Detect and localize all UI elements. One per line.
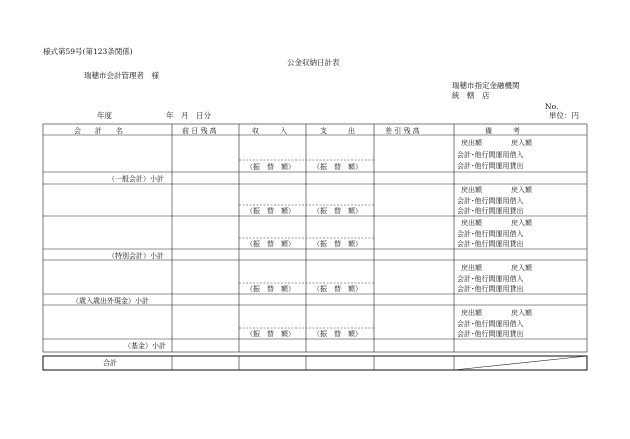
remark-lend: 会計･他行間運用貸出	[457, 240, 524, 248]
total-label: 合計	[103, 359, 117, 367]
form-id: 様式第59号(第123条関係)	[43, 47, 133, 56]
subtotal-special: （特別会計）小計	[108, 252, 164, 260]
transfer-label: （振 替 額）	[246, 163, 295, 171]
remark-borrow: 会計･他行間運用借入	[457, 197, 524, 205]
date-label: 年 月 日分	[166, 111, 211, 120]
remark-refund-out: 戻出額	[461, 309, 482, 317]
transfer-label: （振 替 額）	[313, 163, 362, 171]
col-header-account: 会 計 名	[74, 127, 123, 135]
remark-borrow: 会計･他行間運用借入	[457, 151, 524, 159]
remark-refund-out: 戻出額	[461, 139, 482, 147]
subtotal-off-budget-cash: （歳入歳出外現金）小計	[72, 297, 149, 305]
transfer-label: （振 替 額）	[313, 330, 362, 338]
number-label: No.	[545, 102, 559, 111]
remark-refund-out: 戻出額	[461, 219, 482, 227]
col-header-receipts: 収 入	[252, 127, 287, 135]
remark-refund-in: 戻入額	[511, 309, 532, 317]
col-header-balance: 差 引 残 高	[385, 127, 420, 135]
transfer-label: （振 替 額）	[246, 207, 295, 215]
remark-refund-out: 戻出額	[461, 264, 482, 272]
remark-lend: 会計･他行間運用貸出	[457, 330, 524, 338]
remark-refund-in: 戻入額	[511, 186, 532, 194]
branch-name: 統 轄 店	[452, 91, 490, 100]
transfer-label: （振 替 額）	[246, 285, 295, 293]
unit-label: 単位：円	[549, 111, 579, 120]
remark-lend: 会計･他行間運用貸出	[457, 162, 524, 170]
transfer-label: （振 替 額）	[313, 285, 362, 293]
remark-refund-out: 戻出額	[461, 186, 482, 194]
fiscal-year-label: 年度	[97, 111, 112, 120]
col-header-prev-balance: 前 日 残 高	[182, 127, 217, 135]
transfer-label: （振 替 額）	[246, 240, 295, 248]
remark-lend: 会計･他行間運用貸出	[457, 285, 524, 293]
remark-borrow: 会計･他行間運用借入	[457, 320, 524, 328]
transfer-label: （振 替 額）	[313, 207, 362, 215]
col-header-payments: 支 出	[320, 127, 355, 135]
bank-name: 瑞穂市指定金融機関	[452, 81, 520, 90]
page-title: 公金収納日計表	[287, 58, 340, 67]
addressee: 瑞穂市会計管理者 様	[84, 71, 159, 80]
remark-refund-in: 戻入額	[511, 219, 532, 227]
remark-refund-in: 戻入額	[511, 139, 532, 147]
transfer-label: （振 替 額）	[313, 240, 362, 248]
remark-refund-in: 戻入額	[511, 264, 532, 272]
subtotal-general: （一般会計）小計	[108, 175, 164, 183]
remark-borrow: 会計･他行間運用借入	[457, 275, 524, 283]
col-header-remarks: 備 考	[485, 127, 520, 135]
remark-borrow: 会計･他行間運用借入	[457, 230, 524, 238]
transfer-label: （振 替 額）	[246, 330, 295, 338]
remark-lend: 会計･他行間運用貸出	[457, 207, 524, 215]
subtotal-fund: （基金）小計	[124, 342, 166, 350]
